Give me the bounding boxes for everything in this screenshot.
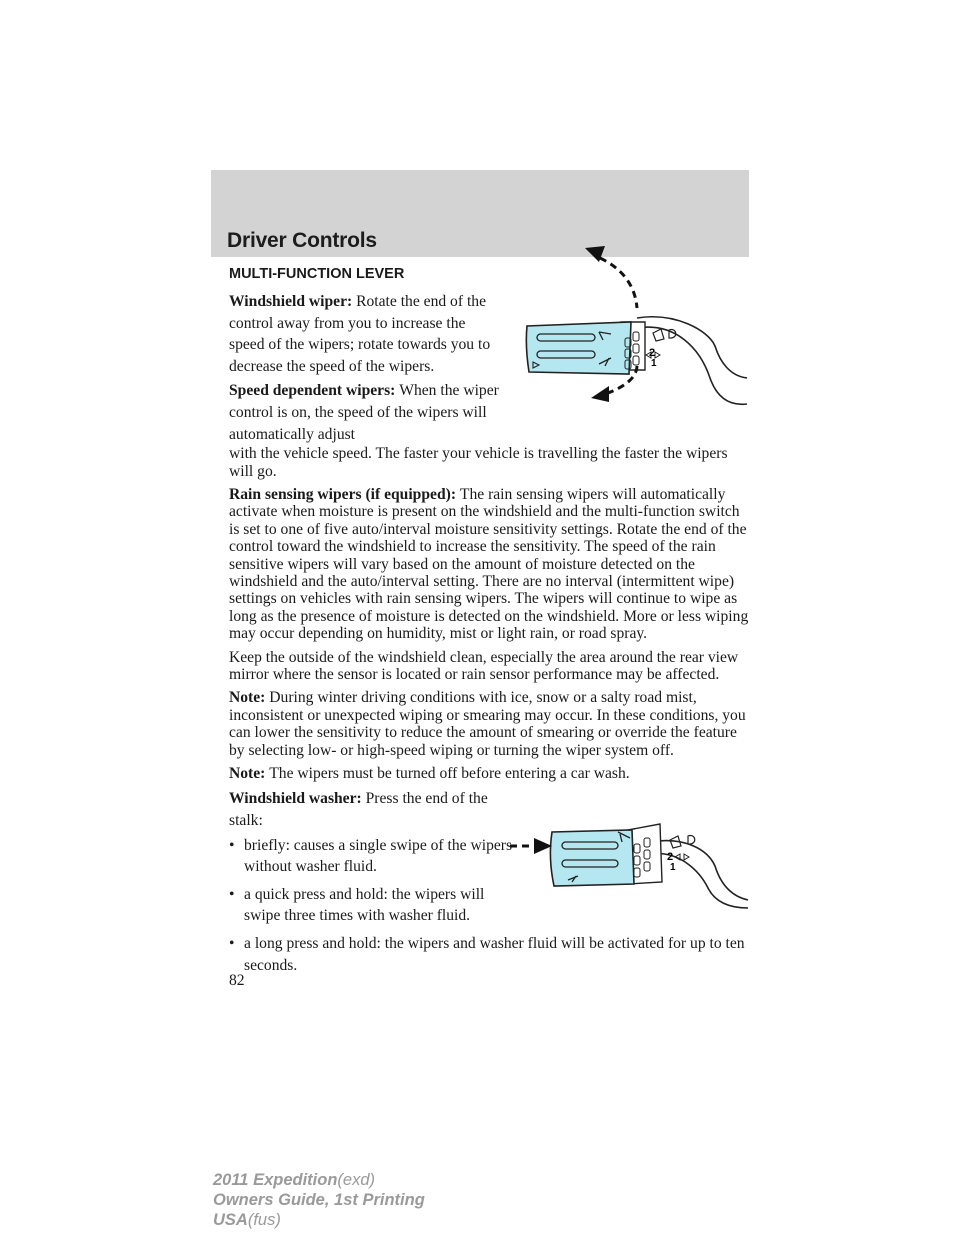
speed-dependent-text-narrow: When the wiper control is on, the speed of the wipers will automatically adjust [229, 382, 499, 443]
list-item [229, 835, 516, 878]
speed-dependent-lead: Speed dependent wipers: [229, 382, 400, 400]
footer-guide: Owners Guide, 1st Printing [213, 1191, 425, 1209]
wiper-text: Rotate the end of the control away from you to increase the speed of the wipers; rotate towards you to decrease the speed of the wipers. [229, 293, 491, 375]
bullet-icon: • [229, 935, 235, 953]
bullet-text: a quick press and hold: the wipers will swipe three times with washer fluid. [244, 885, 485, 925]
wiper-lead: Windshield wiper: [229, 293, 357, 310]
note1-text: During winter driving conditions with ice, snow or a salty road mist, inconsistent or unexpected wiping or smearing may occur. In these conditions, you can lower the sensitivity to reduce the amount of smearing or override the feature by selecting low- or high-speed wiping or turning the wiper system off. [229, 689, 746, 759]
list-item [229, 933, 749, 976]
page-header-title: Driver Controls [227, 229, 377, 252]
bullet-text: a long press and hold: the wipers and washer fluid will be activated for up to ten seconds. [244, 935, 745, 974]
page-content [229, 266, 749, 982]
footer-market: USA [213, 1211, 248, 1229]
wiper-paragraph [229, 291, 501, 377]
speed-dependent-paragraph [229, 380, 501, 445]
keep-clean-paragraph: Keep the outside of the windshield clean, especially the area around the rear view mirror where the sensor is located or rain sensor performance may be affected. [229, 648, 739, 684]
label-2: 2 [667, 851, 674, 863]
footer-model-code: (exd) [337, 1171, 375, 1189]
document-footer [213, 1170, 425, 1230]
washer-paragraph [229, 788, 501, 831]
bullet-icon: • [229, 836, 235, 854]
washer-bullet-list [229, 835, 749, 977]
rain-sensing-lead: Rain sensing wipers (if equipped): [229, 485, 460, 503]
label-2: 2 [649, 347, 656, 359]
list-item [229, 884, 516, 927]
note1-paragraph [229, 689, 749, 759]
bullet-icon: • [229, 885, 235, 903]
page-number: 82 [229, 972, 245, 989]
footer-model: 2011 Expedition [213, 1171, 338, 1189]
note2-paragraph [229, 765, 749, 782]
note1-lead: Note: [229, 689, 270, 707]
label-1: 1 [670, 862, 676, 873]
footer-line-1 [213, 1170, 425, 1190]
washer-lead: Windshield washer: [229, 790, 366, 808]
washer-narrow-block [229, 788, 501, 831]
footer-market-code: (fus) [247, 1211, 281, 1229]
narrow-text-block [229, 291, 501, 445]
bullet-text: briefly: causes a single swipe of the wipers without washer fluid. [244, 836, 513, 876]
note2-text: The wipers must be turned off before entering a car wash. [269, 765, 630, 783]
speed-dependent-text-full: with the vehicle speed. The faster your vehicle is travelling the faster the wipers will go. [229, 445, 728, 480]
footer-line-3 [213, 1210, 425, 1230]
washer-text: Press the end of the stalk: [229, 790, 488, 830]
rain-sensing-paragraph [229, 486, 749, 643]
label-1: 1 [651, 358, 657, 369]
section-heading: MULTI-FUNCTION LEVER [229, 266, 405, 282]
rain-sensing-text: The rain sensing wipers will automatically activate when moisture is present on the windshield and the multi-function switch is set to one of five auto/interval moisture sensitivity settings. Rotate the end of the control toward the windshield to increase the sensitivity. The speed of the rain sensitive wipers will vary based on the amount of moisture detected on the windshield and the auto/interval setting. There are no interval (intermittent wipe) settings on vehicles with rain sensing wipers. The wipers will continue to wipe as long as the presence of moisture is detected on the windshield. More or less wiping may occur depending on humidity, mist or light rain, or road spray. [229, 485, 749, 643]
note2-lead: Note: [229, 765, 270, 783]
